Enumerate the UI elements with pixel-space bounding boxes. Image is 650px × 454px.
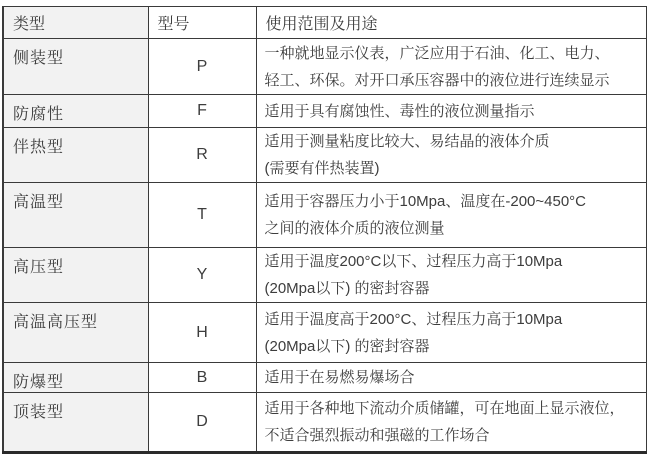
table-row <box>3 128 646 183</box>
header-type: 类型 <box>3 7 148 39</box>
model-cell: F <box>148 95 256 128</box>
desc-line: 一种就地显示仪表，广泛应用于石油、化工、电力、 <box>264 44 610 62</box>
table-row <box>3 95 646 128</box>
type-cell: 防爆型 <box>3 363 148 393</box>
model-cell: B <box>148 363 256 393</box>
desc-line: 适用于温度200°C以下、过程压力高于10Mpa <box>264 253 563 270</box>
type-cell: 伴热型 <box>3 128 148 183</box>
gauge-type-table <box>2 6 647 454</box>
desc-cell <box>256 393 646 453</box>
header-usage: 使用范围及用途 <box>256 7 646 39</box>
desc-line: (需要有伴热装置) <box>264 160 380 177</box>
table-row <box>3 183 646 248</box>
desc-line: (20Mpa以下) 的密封容器 <box>264 280 430 297</box>
desc-line: 适用于容器压力小于10Mpa、温度在-200~450°C <box>264 193 587 210</box>
model-cell: T <box>148 183 256 248</box>
type-cell: 高温高压型 <box>3 303 148 363</box>
type-cell: 高温型 <box>3 183 148 248</box>
table-row <box>3 393 646 453</box>
model-cell: P <box>148 39 256 95</box>
model-cell: R <box>148 128 256 183</box>
desc-cell <box>256 363 646 393</box>
desc-line: 适用于各种地下流动介质储罐，可在地面上显示液位， <box>264 400 625 417</box>
table-row <box>3 248 646 303</box>
desc-line: 适用于在易燃易爆场合 <box>264 369 415 386</box>
model-cell: D <box>148 393 256 453</box>
type-cell: 防腐性 <box>3 95 148 128</box>
table-row <box>3 303 646 363</box>
desc-line: 之间的液体介质的液位测量 <box>264 220 445 237</box>
table-header-row <box>3 7 646 39</box>
desc-line: (20Mpa以下) 的密封容器 <box>264 337 430 355</box>
desc-cell <box>256 128 646 183</box>
table-row <box>3 39 646 95</box>
desc-cell <box>256 303 646 363</box>
table-row <box>3 363 646 393</box>
desc-cell <box>256 248 646 303</box>
type-cell: 顶装型 <box>3 393 148 453</box>
desc-line: 适用于温度高于200°C、过程压力高于10Mpa <box>264 310 563 328</box>
desc-line: 不适合强烈振动和强磁的工作场合 <box>264 427 490 444</box>
header-model: 型号 <box>148 7 256 39</box>
desc-cell <box>256 39 646 95</box>
desc-line: 轻工、环保。对开口承压容器中的液位进行连续显示 <box>264 71 610 89</box>
desc-line: 适用于具有腐蚀性、毒性的液位测量指示 <box>264 102 535 120</box>
desc-line: 适用于测量粘度比较大、易结晶的液体介质 <box>264 133 550 150</box>
model-cell: Y <box>148 248 256 303</box>
type-cell: 高压型 <box>3 248 148 303</box>
desc-cell <box>256 183 646 248</box>
model-cell: H <box>148 303 256 363</box>
type-cell: 侧装型 <box>3 39 148 95</box>
desc-cell <box>256 95 646 128</box>
